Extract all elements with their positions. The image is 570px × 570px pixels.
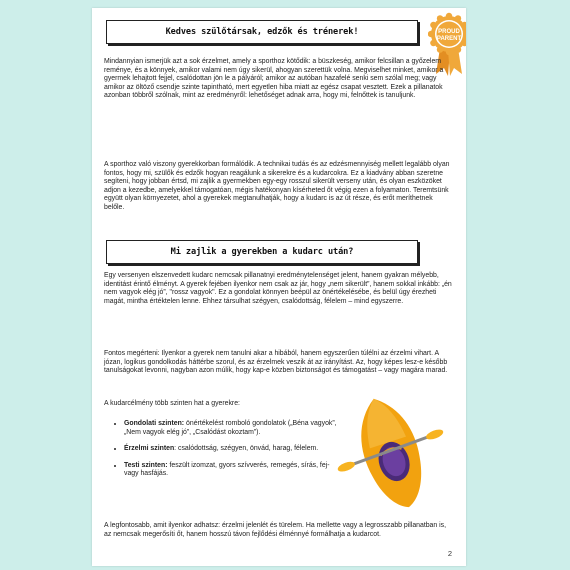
- list-item-text: : csalódottság, szégyen, önvád, harag, félelem.: [174, 445, 319, 453]
- paragraph-failure-2: Fontos megérteni: Ilyenkor a gyerek nem tanulni akar a hibából, hanem egyszerűen túlélni az érzelmi vihart. A józan, logikus gondolkodás háttérbe szorul, és az érzelmek veszik át az irányítást. Az, hogy képes lesz-e később tanulságokat levonni, nagyban azon múlik, hogy kap-e közben biztonságot és támogatást – vagy magára marad.: [104, 350, 448, 375]
- levels-list: [116, 420, 342, 487]
- kayak-icon: [336, 392, 446, 512]
- list-item-text: önértékelést romboló gondolatok („Béna vagyok”, „Nem vagyok elég jó”, „Csalódást okoztam”).: [124, 420, 337, 436]
- document-page: [92, 8, 466, 566]
- list-item-title: Testi szinten:: [124, 461, 168, 469]
- badge-line1: PROUD: [438, 29, 460, 35]
- list-item: [124, 462, 342, 479]
- list-item-title: Érzelmi szinten: [124, 445, 175, 453]
- list-item: [124, 420, 342, 437]
- list-item-title: Gondolati szinten:: [124, 420, 185, 427]
- page-number: 2: [447, 549, 452, 558]
- paragraph-intro-2: A sporthoz való viszony gyerekkorban formálódik. A technikai tudás és az edzésmennyiség mellett legalább olyan fontos, hogy mi, szülők és edzők hogyan reagálunk a sikerekre és a kudarcokra. Ez a kiadvány abban szeretne segíteni, hogy jobban értsd, mi zajlik a gyermekben egy-egy rosszul sikerült verseny után, és olyan eszközöket adjon a kezedbe, amelyekkel támogatóan, mégis hatékonyan kísérheted őt végig ezen a folyamaton. Teremtsünk együtt olyan környezetet, ahol a gyerekek megtanulhatják, hogy a kudarc is az út része, és erőt meríthetnek belőle.: [104, 161, 450, 211]
- paragraph-intro-1: Mindannyian ismerjük azt a sok érzelmet, amely a sporthoz kötődik: a büszkeség, amikor felcsillan a győzelem reménye, és a könnyek, amikor valami nem úgy sikerül, ahogyan szerettük volna. Megviselhet minket, amikor a gyermek lehajtott fejjel, csalódottan jön le a pályáról; amikor az autóban hazafelé senki sem szólal meg; vagy amikor az öltöző csendje szinte tapintható, mert egyetlen hiba miatt az egész csapat vesztett. Ezek a pillanatok azonban többről szólnak, mint az eredményről: lehetőséget adnak arra, hogy mi, felnőttek is tanuljunk.: [104, 58, 444, 100]
- heading-intro: Kedves szülőtársak, edzők és trénerek!: [106, 20, 418, 44]
- heading-after-failure: Mi zajlik a gyerekben a kudarc után?: [106, 240, 418, 264]
- paragraph-conclusion: A legfontosabb, amit ilyenkor adhatsz: érzelmi jelenlét és türelem. Ha mellette vagy a legrosszabb pillanatban is, az nemcsak megerősíti őt, hanem hosszú távon fejlődési élménnyé formálhatja a kudarcot.: [104, 522, 447, 538]
- list-item-text: feszült izomzat, gyors szívverés, remegés, sírás, fej- vagy hasfájás.: [124, 461, 330, 478]
- badge-line2: PARENT: [436, 36, 462, 42]
- list-item: [124, 445, 342, 454]
- paragraph-failure-1: Egy versenyen elszenvedett kudarc nemcsak pillanatnyi eredménytelenséget jelent, hanem gyakran mélyebb, identitást érintő élményt. A gyerek fejében ilyenkor nem csak az jár, hogy „nem sikerült”, hanem sokkal inkább: „én nem vagyok elég jó”, "rossz vagyok". Ez a gondolat könnyen beépül az önértékelésébe, és belül úgy érezheti magát, mintha értéktelen lenne. Ehhez társulhat szégyen, csalódottság, félelem – mind egyszerre.: [104, 272, 452, 305]
- paragraph-levels-intro: A kudarcélmény több szinten hat a gyerekre:: [104, 400, 240, 407]
